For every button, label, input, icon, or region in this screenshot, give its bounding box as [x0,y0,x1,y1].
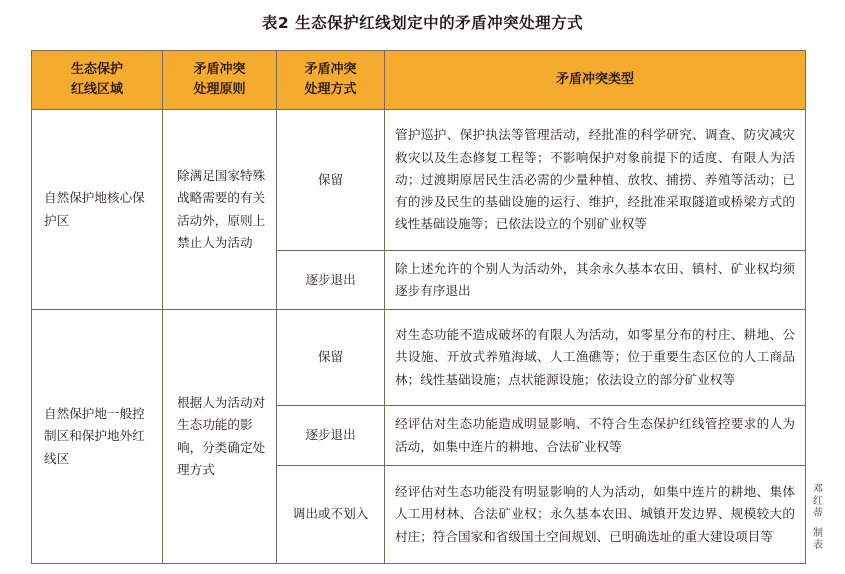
types-cell: 对生态功能不造成破坏的有限人为活动，如零星分布的村庄、耕地、公共设施、开放式养殖海域、人工渔礁等；位于重要生态区位的人工商品林；线性基础设施；点状能源设施；依法设立的部分矿业权等 [385,310,806,406]
types-cell: 管护巡护、保护执法等管理活动，经批准的科学研究、调查、防灾减灾救灾以及生态修复工程等；不影响保护对象前提下的适度、有限人为活动；过渡期原居民生活必需的少量种植、放牧、捕捞、养殖等活动；已有的涉及民生的基础设施的运行、维护，经批准采取隧道或桥梁方式的线性基础设施等；已依法设立的个别矿业权等 [385,110,806,251]
author-note: 邓 红 蒂 制 表 [813,484,823,551]
table-title: 表2 生态保护红线划定中的矛盾冲突处理方式 [261,14,584,32]
types-cell: 经评估对生态功能没有明显影响的人为活动，如集中连片的耕地、集体人工用材林、合法矿业权；永久基本农田、城镇开发边界、规模较大的村庄；符合国家和省级国土空间规划、已明确选址的重大建设项目等 [385,466,806,564]
method-cell: 调出或不划入 [277,466,385,564]
header-principle: 矛盾冲突 处理原则 [163,51,277,110]
table-row [32,310,806,406]
header-method: 矛盾冲突 处理方式 [277,51,385,110]
area-cell: 自然保护地一般控制区和保护地外红线区 [32,310,163,564]
method-cell: 逐步退出 [277,251,385,310]
method-cell: 保留 [277,310,385,406]
header-types: 矛盾冲突类型 [385,51,806,110]
header-row [32,51,806,110]
conflict-table [31,50,806,564]
types-cell: 经评估对生态功能造成明显影响、不符合生态保护红线管控要求的人为活动，如集中连片的耕地、合法矿业权等 [385,406,806,466]
table-row [32,110,806,251]
header-area: 生态保护 红线区域 [32,51,163,110]
principle-cell: 除满足国家特殊战略需要的有关活动外，原则上禁止人为活动 [163,110,277,310]
types-cell: 除上述允许的个别人为活动外，其余永久基本农田、镇村、矿业权均须逐步有序退出 [385,251,806,310]
area-cell: 自然保护地核心保护区 [32,110,163,310]
principle-cell: 根据人为活动对生态功能的影响，分类确定处理方式 [163,310,277,564]
method-cell: 保留 [277,110,385,251]
method-cell: 逐步退出 [277,406,385,466]
